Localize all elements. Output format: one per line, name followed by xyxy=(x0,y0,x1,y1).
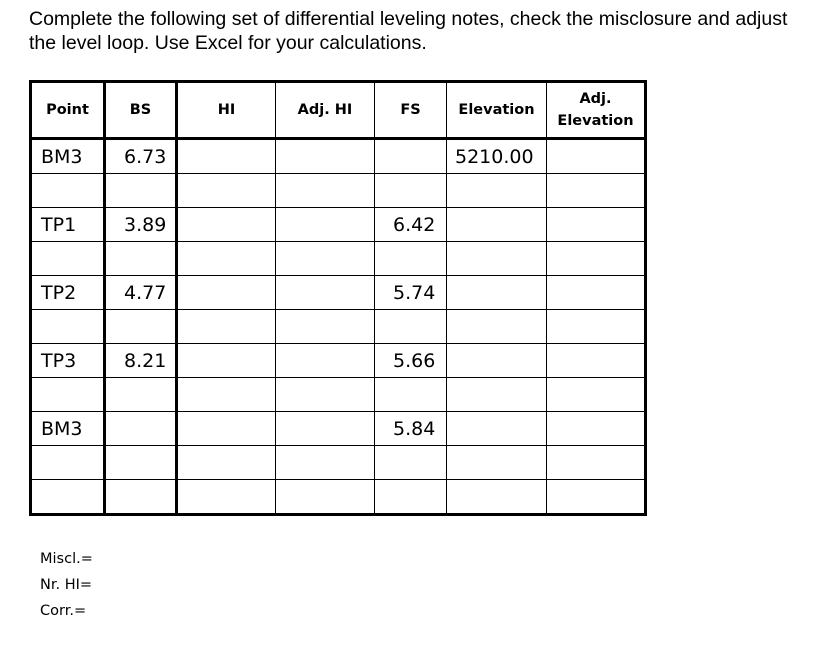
cell-adj-elevation xyxy=(547,208,646,242)
cell-adj-hi xyxy=(276,378,375,412)
header-adj-elevation-line1: Adj. xyxy=(579,91,612,107)
header-fs: FS xyxy=(375,82,447,139)
cell-elevation xyxy=(447,174,547,208)
cell-adj-elevation xyxy=(547,446,646,480)
cell-adj-hi xyxy=(276,310,375,344)
cell-adj-elevation xyxy=(547,139,646,174)
cell-hi xyxy=(177,480,276,515)
cell-bs xyxy=(105,378,177,412)
cell-bs: 8.21 xyxy=(105,344,177,378)
cell-elevation xyxy=(447,480,547,515)
calculation-footer xyxy=(40,546,93,624)
cell-hi xyxy=(177,446,276,480)
cell-hi xyxy=(177,310,276,344)
cell-point: TP1 xyxy=(31,208,105,242)
table-row xyxy=(31,412,646,446)
cell-adj-hi xyxy=(276,412,375,446)
cell-elevation xyxy=(447,242,547,276)
cell-point: TP3 xyxy=(31,344,105,378)
cell-fs: 5.74 xyxy=(375,276,447,310)
table-row xyxy=(31,139,646,174)
cell-bs xyxy=(105,174,177,208)
cell-fs xyxy=(375,242,447,276)
leveling-notes-table xyxy=(29,80,647,516)
table-row xyxy=(31,344,646,378)
header-adj-hi: Adj. HI xyxy=(276,82,375,139)
table-row xyxy=(31,174,646,208)
cell-adj-hi xyxy=(276,139,375,174)
cell-fs xyxy=(375,378,447,412)
cell-point: BM3 xyxy=(31,412,105,446)
cell-bs xyxy=(105,242,177,276)
cell-adj-elevation xyxy=(547,310,646,344)
cell-adj-hi xyxy=(276,174,375,208)
table-body xyxy=(31,139,646,515)
cell-point: TP2 xyxy=(31,276,105,310)
cell-point xyxy=(31,480,105,515)
cell-fs xyxy=(375,446,447,480)
cell-elevation xyxy=(447,276,547,310)
header-bs: BS xyxy=(105,82,177,139)
cell-point xyxy=(31,242,105,276)
cell-elevation xyxy=(447,412,547,446)
cell-adj-elevation xyxy=(547,344,646,378)
cell-bs xyxy=(105,412,177,446)
header-adj-elevation-line2: Elevation xyxy=(557,113,634,129)
cell-adj-elevation xyxy=(547,412,646,446)
cell-fs: 5.66 xyxy=(375,344,447,378)
cell-fs: 6.42 xyxy=(375,208,447,242)
cell-point xyxy=(31,378,105,412)
table-row xyxy=(31,446,646,480)
cell-adj-elevation xyxy=(547,174,646,208)
cell-bs xyxy=(105,310,177,344)
cell-hi xyxy=(177,378,276,412)
table-row xyxy=(31,480,646,515)
number-of-hi-label: Nr. HI= xyxy=(40,577,93,593)
cell-adj-elevation xyxy=(547,276,646,310)
header-elevation: Elevation xyxy=(447,82,547,139)
cell-bs: 4.77 xyxy=(105,276,177,310)
misclosure-label: Miscl.= xyxy=(40,551,93,567)
cell-adj-hi xyxy=(276,276,375,310)
header-adj-elevation xyxy=(547,82,646,139)
cell-fs xyxy=(375,139,447,174)
cell-hi xyxy=(177,139,276,174)
cell-fs xyxy=(375,174,447,208)
cell-fs xyxy=(375,310,447,344)
cell-hi xyxy=(177,208,276,242)
cell-adj-elevation xyxy=(547,480,646,515)
correction-label: Corr.= xyxy=(40,603,87,619)
header-row xyxy=(31,82,646,139)
cell-point xyxy=(31,310,105,344)
cell-elevation xyxy=(447,208,547,242)
cell-elevation: 5210.00 xyxy=(447,139,547,174)
cell-hi xyxy=(177,412,276,446)
table-row xyxy=(31,276,646,310)
cell-bs xyxy=(105,446,177,480)
cell-adj-hi xyxy=(276,344,375,378)
cell-elevation xyxy=(447,378,547,412)
header-hi: HI xyxy=(177,82,276,139)
cell-fs: 5.84 xyxy=(375,412,447,446)
cell-adj-elevation xyxy=(547,378,646,412)
cell-hi xyxy=(177,344,276,378)
cell-bs: 3.89 xyxy=(105,208,177,242)
cell-adj-elevation xyxy=(547,242,646,276)
header-point: Point xyxy=(31,82,105,139)
cell-hi xyxy=(177,242,276,276)
cell-elevation xyxy=(447,344,547,378)
cell-hi xyxy=(177,276,276,310)
instructions-text: Complete the following set of differential leveling notes, check the misclosure and adjust the level loop. Use Excel for your calculations. xyxy=(29,8,788,54)
cell-adj-hi xyxy=(276,446,375,480)
cell-point xyxy=(31,174,105,208)
cell-hi xyxy=(177,174,276,208)
cell-bs xyxy=(105,480,177,515)
table-row xyxy=(31,310,646,344)
cell-adj-hi xyxy=(276,480,375,515)
cell-elevation xyxy=(447,310,547,344)
cell-adj-hi xyxy=(276,242,375,276)
table-row xyxy=(31,208,646,242)
table-row xyxy=(31,378,646,412)
cell-fs xyxy=(375,480,447,515)
cell-adj-hi xyxy=(276,208,375,242)
cell-point: BM3 xyxy=(31,139,105,174)
cell-point xyxy=(31,446,105,480)
cell-elevation xyxy=(447,446,547,480)
cell-bs: 6.73 xyxy=(105,139,177,174)
table-row xyxy=(31,242,646,276)
